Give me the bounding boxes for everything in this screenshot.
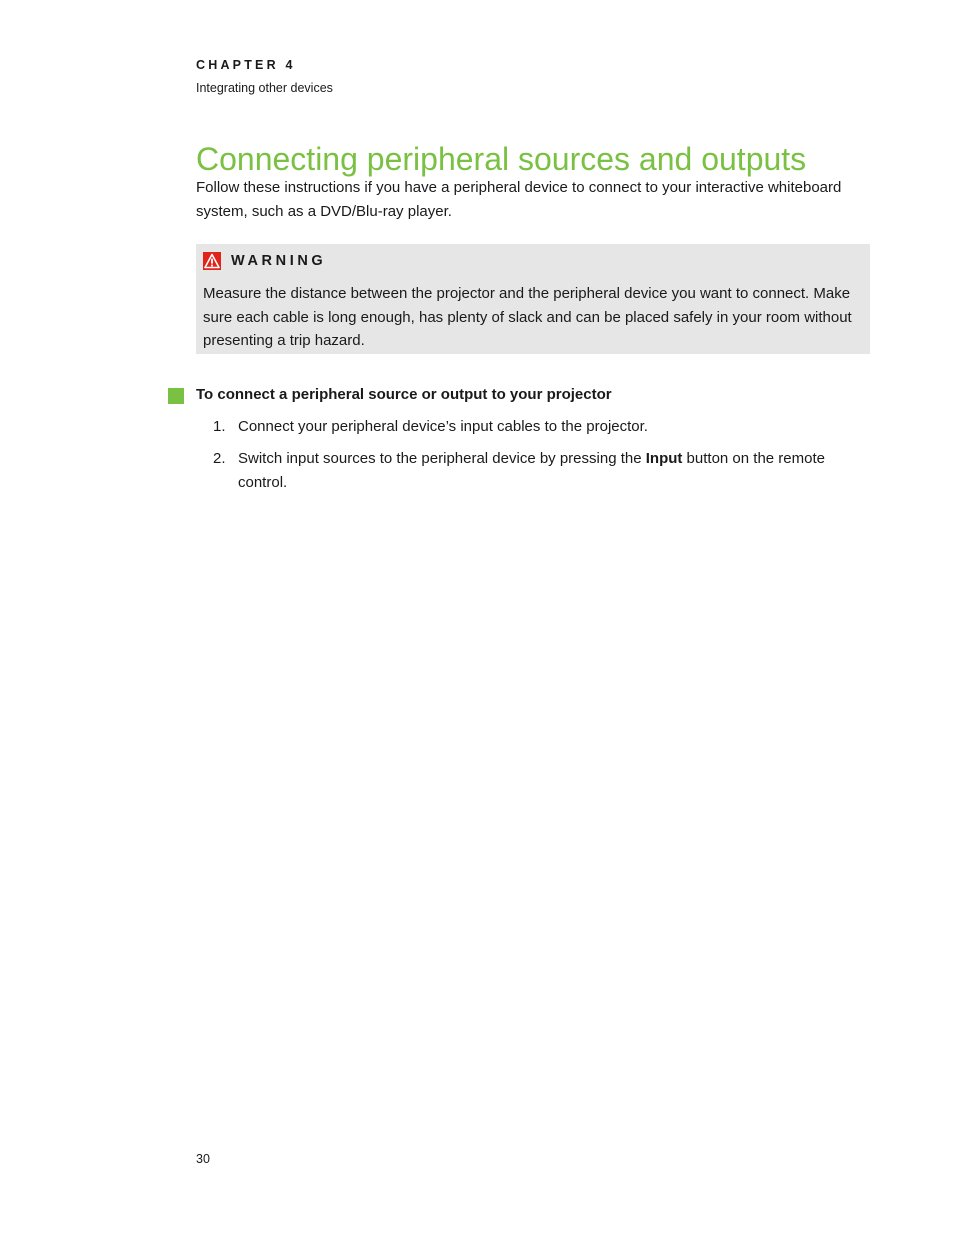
chapter-subtitle: Integrating other devices xyxy=(196,81,333,95)
chapter-label: CHAPTER 4 xyxy=(196,58,296,72)
page-number: 30 xyxy=(196,1152,210,1166)
input-button-name: Input xyxy=(645,450,683,467)
warning-header xyxy=(203,251,326,271)
intro-paragraph: Follow these instructions if you have a peripheral device to connect to your interactive whiteboard system, such as a DVD/Blu-ray player. xyxy=(196,179,842,220)
warning-triangle-icon xyxy=(203,252,221,270)
step-item xyxy=(196,447,846,494)
page-title: Connecting peripheral sources and outputs xyxy=(196,141,807,177)
step-number: 2. xyxy=(213,450,226,467)
step-text-before: Switch input sources to the peripheral device by pressing the xyxy=(238,450,646,467)
step-text: Connect your peripheral device’s input cables to the projector. xyxy=(238,418,648,435)
step-number: 1. xyxy=(213,418,226,435)
procedure-marker-icon xyxy=(168,388,184,404)
step-item xyxy=(196,415,846,439)
warning-callout xyxy=(196,244,870,354)
warning-text: Measure the distance between the projector and the peripheral device you want to connect. Make sure each cable is long enough, has plenty of slack and can be placed safely in your room without presenting a trip hazard. xyxy=(203,285,852,349)
procedure-steps xyxy=(196,415,846,503)
warning-label: WARNING xyxy=(231,253,327,269)
step-text-after: button on the remote control. xyxy=(238,450,825,491)
procedure-heading: To connect a peripheral source or output to your projector xyxy=(196,386,612,403)
